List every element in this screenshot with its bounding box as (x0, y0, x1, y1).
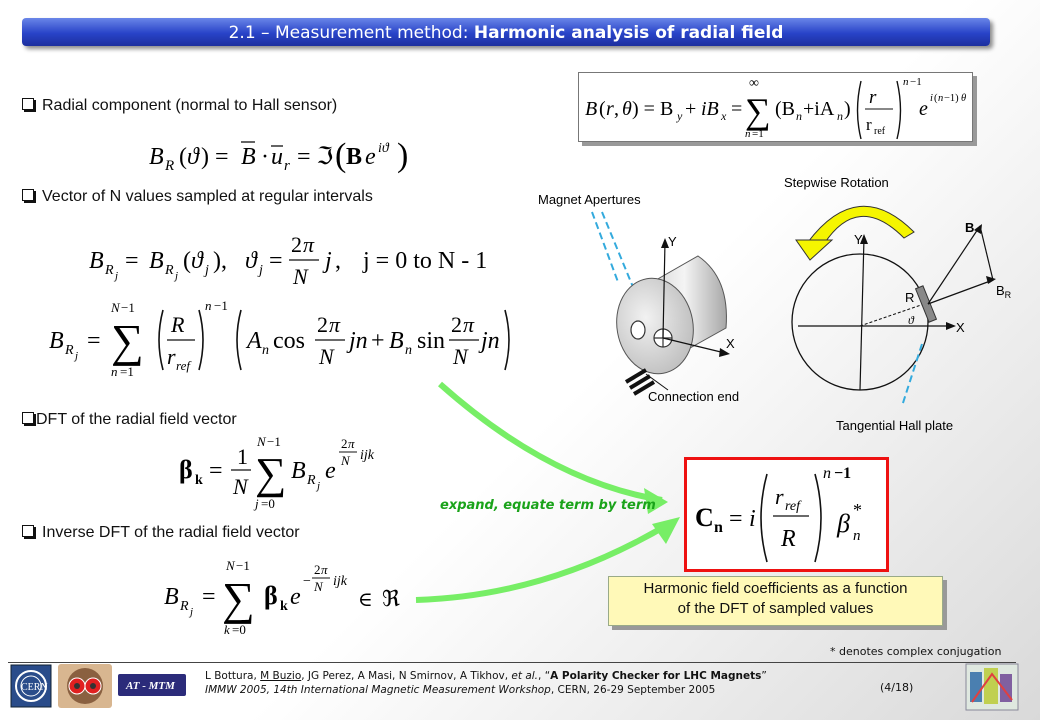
svg-text:k: k (195, 473, 203, 488)
result-equation-box (684, 457, 889, 572)
harmonic-note-line1: Harmonic field coefficients as a function (643, 580, 908, 597)
svg-text:(: ( (183, 248, 191, 274)
svg-text:π: π (329, 312, 341, 337)
svg-text:N: N (257, 434, 266, 449)
svg-text:(: ( (934, 93, 938, 104)
svg-text:R: R (171, 312, 185, 337)
title-main: Harmonic analysis of radial field (473, 23, 784, 43)
arrow-from-series (440, 384, 662, 500)
svg-text:B: B (389, 328, 404, 354)
svg-text:N: N (453, 344, 468, 369)
svg-text:+iA: +iA (803, 98, 835, 120)
svg-text:N: N (341, 453, 350, 468)
harmonic-note-line2: of the DFT of sampled values (677, 600, 874, 617)
label-theta: ϑ (908, 313, 914, 327)
label-magnet-apertures: Magnet Apertures (538, 192, 641, 207)
svg-text:,: , (614, 98, 619, 120)
svg-text:iϑ: iϑ (378, 141, 389, 156)
cern-logo (10, 664, 52, 708)
svg-text:k: k (280, 599, 288, 614)
svg-text:=0: =0 (261, 496, 275, 511)
svg-text:r: r (775, 484, 784, 509)
svg-text:π: π (303, 232, 315, 257)
svg-text:−1: −1 (267, 434, 281, 449)
svg-text:π: π (463, 312, 475, 337)
svg-text:∞: ∞ (749, 76, 759, 91)
svg-text:−1: −1 (910, 76, 922, 88)
axis-y-label-right: Y (854, 232, 863, 247)
svg-text:) = B: ) = B (632, 98, 674, 120)
bullet-inverse (22, 524, 300, 542)
label-tangential-hall: Tangential Hall plate (836, 418, 954, 433)
svg-text:N: N (314, 579, 323, 594)
svg-text:B: B (346, 144, 363, 170)
equation-inverse-dft (160, 552, 410, 642)
svg-text:e: e (290, 584, 301, 610)
svg-text:e: e (325, 458, 336, 484)
svg-text:θ: θ (622, 98, 632, 120)
bullet-box-icon (22, 98, 34, 110)
bullet-vector-text: Vector of N values sampled at regular intervals (42, 188, 373, 205)
bullet-dft-text: DFT of the radial field vector (36, 411, 237, 428)
immw-logo (966, 664, 1018, 710)
bullet-inverse-text: Inverse DFT of the radial field vector (42, 524, 300, 541)
hall-dash-line (902, 344, 922, 406)
svg-text:2: 2 (451, 312, 462, 337)
svg-text:x: x (721, 109, 727, 123)
label-r: R (905, 290, 915, 305)
svg-text:∑: ∑ (255, 449, 287, 498)
svg-text:R: R (165, 263, 174, 278)
svg-text:ijk: ijk (360, 448, 374, 463)
svg-text:),: ), (213, 248, 227, 274)
svg-text:C: C (695, 503, 714, 532)
svg-text:n: n (823, 465, 831, 482)
svg-text:j: j (175, 270, 179, 282)
equation-field-expansion (579, 73, 972, 141)
label-b: B (965, 220, 975, 235)
svg-text:N: N (111, 300, 120, 315)
svg-text:π: π (321, 562, 328, 577)
svg-text:jn: jn (349, 328, 368, 354)
svg-text:n: n (837, 109, 843, 123)
axis-x-label-left: X (726, 336, 735, 351)
svg-text:β: β (837, 509, 850, 538)
svg-text:N: N (233, 474, 248, 499)
label-connection-end: Connection end (648, 389, 740, 404)
svg-text:AT - MTM: AT - MTM (126, 680, 175, 692)
svg-text:j: j (325, 248, 332, 274)
svg-text:=: = (731, 98, 743, 120)
svg-text:∈: ∈ (358, 589, 373, 611)
svg-text:2: 2 (314, 562, 321, 577)
svg-text:ℜ: ℜ (382, 586, 400, 611)
axis-x-label-right: X (956, 320, 965, 335)
bullet-radial-text: Radial component (normal to Hall sensor) (42, 97, 338, 114)
bullet-box-icon (22, 412, 34, 424)
svg-text:n: n (714, 519, 723, 536)
svg-text:n: n (853, 528, 861, 544)
svg-text:j = 0 to N - 1: j = 0 to N - 1 (363, 248, 488, 274)
svg-text:B: B (89, 248, 104, 274)
svg-text:(B: (B (775, 98, 795, 120)
svg-text:) =: ) = (201, 144, 229, 170)
svg-text:): ) (397, 137, 409, 174)
svg-text:−1: −1 (121, 300, 135, 315)
svg-text:ϑ: ϑ (245, 248, 257, 274)
svg-text:n: n (796, 109, 802, 123)
svg-text:jn: jn (481, 328, 500, 354)
field-expansion-box (578, 72, 973, 142)
svg-text:n: n (745, 128, 751, 140)
svg-text:n: n (405, 343, 412, 358)
svg-text:j: j (259, 263, 263, 278)
bullet-dft (22, 411, 237, 429)
equation-sampling (85, 228, 505, 292)
hall-plate (916, 286, 937, 322)
svg-text:N: N (293, 264, 308, 289)
title-bar (22, 18, 990, 46)
label-br: $B_R$ (996, 283, 1012, 300)
svg-text:∑: ∑ (111, 315, 144, 366)
svg-text:=1: =1 (120, 364, 134, 379)
svg-text:∑: ∑ (222, 573, 255, 624)
svg-text:=: = (209, 458, 223, 484)
svg-text:R: R (105, 263, 114, 278)
svg-text:*: * (853, 500, 862, 520)
svg-text:=: = (87, 328, 101, 354)
bullet-radial (22, 97, 337, 115)
svg-text:ref: ref (785, 499, 801, 514)
svg-text:=: = (202, 584, 216, 610)
expand-text: expand, equate term by term (440, 498, 656, 513)
svg-text:·: · (261, 144, 269, 170)
footnote: * denotes complex conjugation (830, 645, 1002, 658)
svg-text:=: = (125, 248, 139, 274)
svg-text:1: 1 (237, 444, 248, 469)
title-number: 2.1 – Measurement method: (228, 23, 474, 43)
harmonic-coefficients-note (608, 576, 943, 626)
svg-text:r: r (167, 344, 176, 369)
svg-text:sin: sin (417, 328, 446, 354)
svg-text:CERN: CERN (21, 682, 48, 693)
svg-text:u: u (271, 144, 283, 170)
svg-text:B: B (149, 144, 164, 170)
svg-text:n: n (205, 298, 212, 313)
magnet-logo (58, 664, 112, 708)
svg-text:R: R (165, 158, 175, 174)
svg-text:y: y (677, 109, 683, 123)
svg-text:−1: −1 (834, 465, 852, 482)
svg-text:π: π (348, 436, 355, 451)
svg-text:B: B (291, 458, 306, 484)
svg-text:ϑ: ϑ (191, 248, 203, 274)
svg-text:R: R (781, 526, 796, 552)
svg-text:): ) (844, 98, 851, 120)
svg-text:(: ( (335, 137, 347, 174)
svg-text:−: − (303, 574, 311, 589)
page-number: (4/18) (880, 681, 914, 694)
svg-text:=1: =1 (752, 128, 764, 140)
svg-text:,: , (335, 248, 341, 274)
equation-dft (175, 432, 415, 516)
svg-text:2: 2 (341, 436, 348, 451)
footer-citation-line1: L Bottura, M Buzio, JG Perez, A Masi, N Smirnov, A Tikhov, et al., “A Polarity Checker for LHC Magnets” (205, 670, 767, 682)
svg-text:β: β (179, 455, 193, 484)
svg-text:−1): −1) (944, 93, 959, 104)
footer-divider (8, 662, 1016, 663)
svg-text:i: i (930, 93, 933, 104)
svg-text:j: j (190, 606, 194, 618)
svg-text:n: n (262, 343, 269, 358)
svg-text:=: = (729, 506, 743, 532)
svg-text:B: B (149, 248, 164, 274)
label-stepwise-rotation: Stepwise Rotation (784, 175, 889, 190)
svg-text:∑: ∑ (745, 91, 771, 131)
svg-text:e: e (919, 98, 928, 120)
rotation-circle-diagram (792, 220, 1012, 406)
svg-text:n: n (903, 76, 909, 88)
bullet-vector (22, 188, 373, 206)
svg-text:=: = (269, 248, 283, 274)
svg-text:k: k (224, 622, 230, 637)
svg-text:θ: θ (961, 93, 967, 104)
svg-text:n: n (938, 93, 944, 104)
svg-text:(: ( (599, 98, 606, 120)
svg-text:B: B (164, 584, 179, 610)
svg-text:iB: iB (701, 98, 719, 120)
svg-text:A: A (247, 328, 262, 354)
svg-text:B: B (49, 328, 64, 354)
equation-cn (687, 460, 886, 569)
equation-radial-component (145, 130, 435, 180)
svg-text:B: B (585, 98, 598, 120)
svg-text:(: ( (179, 144, 187, 170)
svg-text:r: r (284, 158, 290, 174)
svg-text:+: + (371, 328, 385, 354)
svg-text:i: i (749, 506, 756, 532)
svg-text:j: j (115, 270, 119, 282)
magnet-cylinder (609, 234, 735, 394)
svg-text:R: R (65, 343, 74, 358)
svg-text:R: R (180, 599, 189, 614)
svg-text:−1: −1 (236, 558, 250, 573)
footer-citation (205, 669, 767, 697)
svg-text:B: B (241, 144, 256, 170)
svg-text:e: e (365, 144, 376, 170)
svg-text:−1: −1 (214, 298, 228, 313)
svg-text:=0: =0 (232, 622, 246, 637)
aperture-dash-line (592, 212, 618, 282)
svg-text:r: r (866, 115, 872, 134)
svg-text:+: + (685, 98, 697, 120)
svg-text:r: r (869, 87, 877, 108)
svg-text:j: j (255, 496, 259, 511)
svg-text:cos: cos (273, 328, 305, 354)
bullet-box-icon (22, 525, 34, 537)
svg-text:ref: ref (176, 358, 190, 373)
svg-text:n: n (111, 364, 118, 379)
svg-text:j: j (205, 263, 209, 278)
svg-text:ϑ: ϑ (187, 144, 199, 170)
footer-citation-line2: IMMW 2005, 14th International Magnetic Measurement Workshop, CERN, 26-29 September 2005 (205, 684, 716, 696)
svg-text:N: N (226, 558, 235, 573)
svg-text:N: N (319, 344, 334, 369)
svg-text:j: j (317, 480, 321, 492)
svg-text:r: r (606, 98, 614, 120)
bullet-box-icon (22, 189, 34, 201)
svg-text:β: β (264, 581, 278, 610)
svg-text:2: 2 (291, 232, 302, 257)
axis-y-label-left: Y (668, 234, 677, 249)
svg-text:ijk: ijk (333, 574, 347, 589)
svg-text:R: R (307, 473, 316, 488)
svg-text:2: 2 (317, 312, 328, 337)
svg-text:j: j (75, 350, 79, 362)
at-mtm-logo (118, 674, 186, 696)
svg-text:= ℑ: = ℑ (297, 144, 334, 170)
svg-text:ref: ref (874, 126, 886, 137)
